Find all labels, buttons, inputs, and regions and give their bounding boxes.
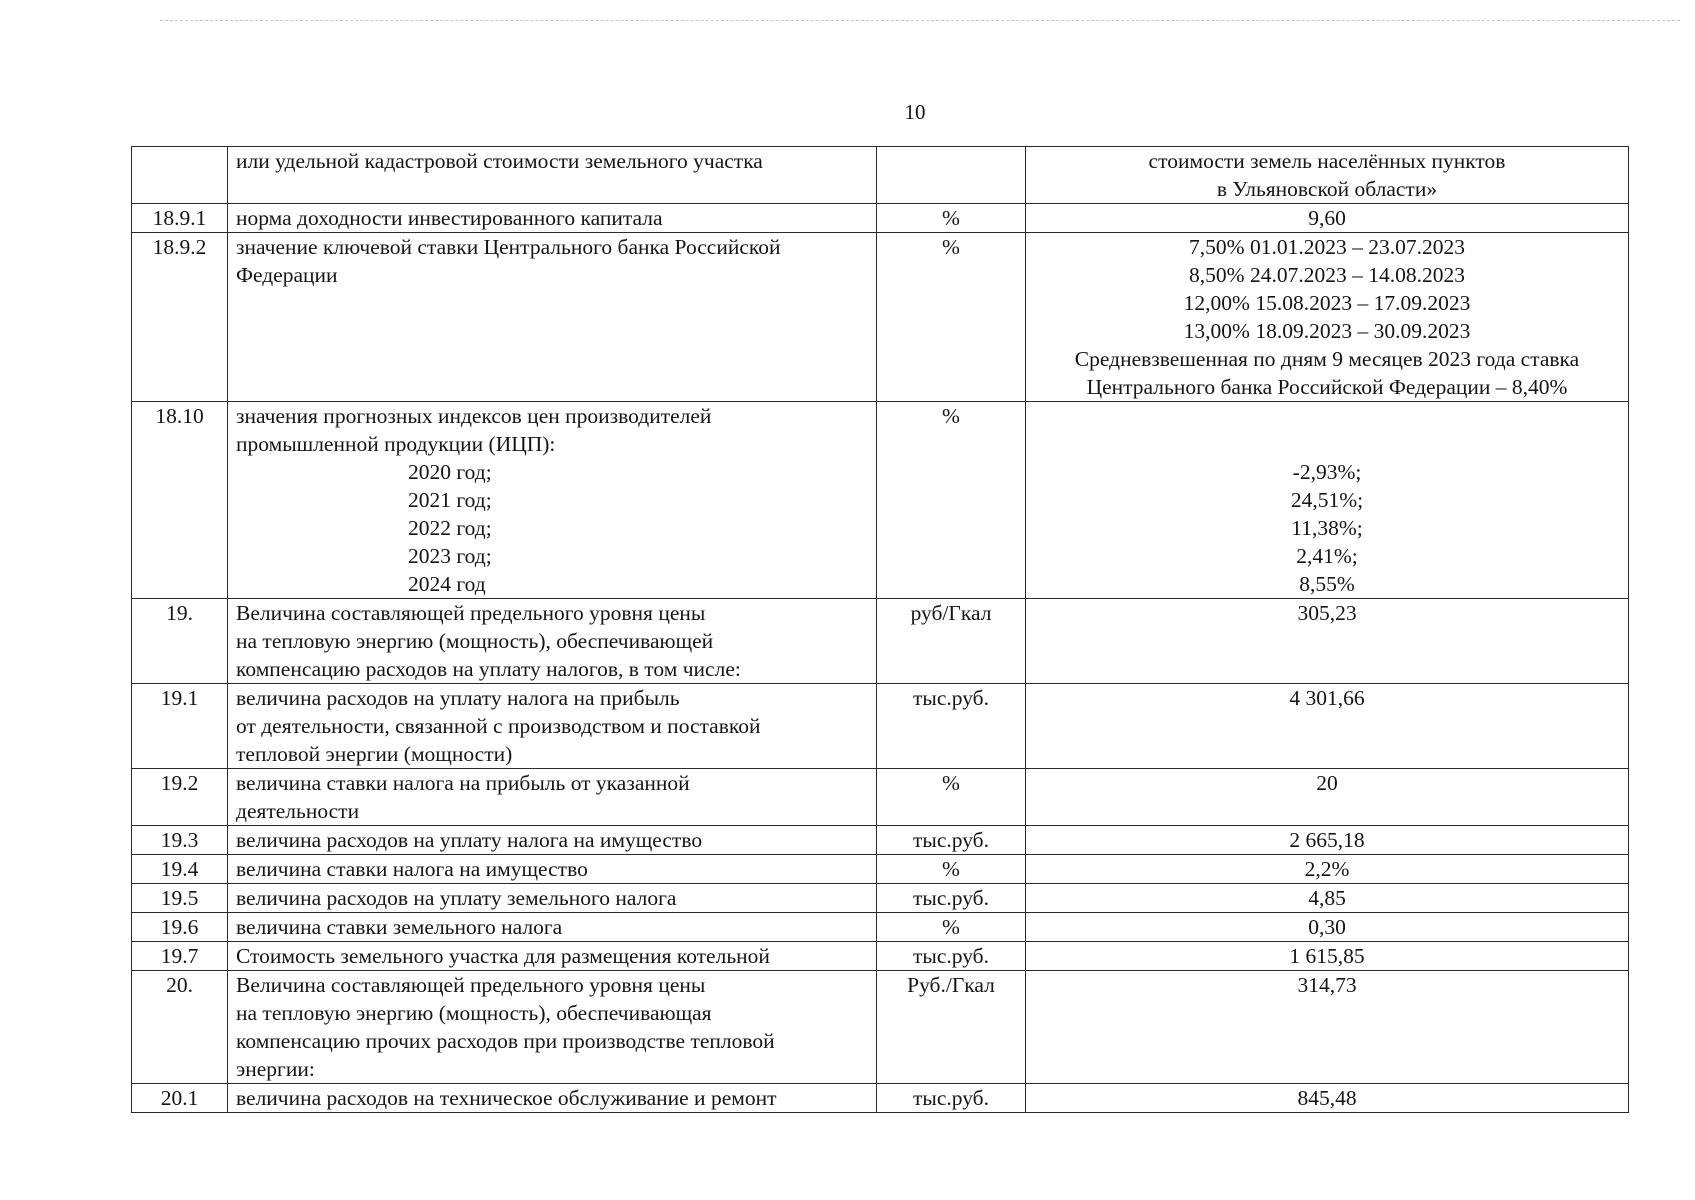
table-row (132, 971, 1629, 1084)
table-row (132, 599, 1629, 684)
table-row (132, 684, 1629, 769)
value-line: 8,55% (1299, 572, 1355, 596)
item-number-cell: 19.3 (132, 826, 228, 855)
value-line: -2,93%; (1292, 460, 1362, 484)
parameter-name-cell (228, 1084, 877, 1113)
parameter-name-cell (228, 147, 877, 204)
value-line: 4 301,66 (1289, 686, 1365, 710)
value-line: 13,00% 18.09.2023 – 30.09.2023 (1183, 319, 1471, 343)
parameter-name-line: величина расходов на уплату земельного налога (236, 886, 677, 910)
parameter-name-line: величина расходов на уплату налога на имущество (236, 828, 703, 852)
parameter-name-line: энергии: (236, 1057, 315, 1081)
value-line: 0,30 (1308, 915, 1346, 939)
unit-cell (877, 147, 1026, 204)
value-cell (1026, 147, 1629, 204)
unit-cell: руб/Гкал (877, 599, 1026, 684)
parameter-name-cell (228, 971, 877, 1084)
parameter-name-cell (228, 684, 877, 769)
value-line: Средневзвешенная по дням 9 месяцев 2023 года ставка (1074, 347, 1580, 371)
value-line: Центрального банка Российской Федерации – 8,40% (1086, 375, 1568, 399)
parameter-name-line: значения прогнозных индексов цен производителей (236, 404, 712, 428)
parameter-name-cell (228, 913, 877, 942)
unit-cell: Руб./Гкал (877, 971, 1026, 1084)
value-line: стоимости земель населённых пунктов (1148, 149, 1506, 173)
item-number-cell: 19.6 (132, 913, 228, 942)
parameter-name-line: компенсацию прочих расходов при производстве тепловой (236, 1029, 775, 1053)
item-number-cell: 19.7 (132, 942, 228, 971)
unit-cell: % (877, 204, 1026, 233)
parameter-name-cell (228, 855, 877, 884)
value-cell (1026, 1084, 1629, 1113)
parameter-name-line: Величина составляющей предельного уровня цены (236, 601, 706, 625)
value-cell (1026, 233, 1629, 402)
year-label: 2021 год; (408, 488, 492, 512)
unit-cell: % (877, 233, 1026, 402)
value-cell (1026, 684, 1629, 769)
tariff-parameters-table (131, 146, 1629, 1113)
value-cell (1026, 884, 1629, 913)
value-line: 1 615,85 (1289, 944, 1365, 968)
parameter-name-line: Федерации (236, 263, 338, 287)
value-line (1034, 430, 1620, 458)
item-number-cell: 18.10 (132, 402, 228, 599)
table-row (132, 1084, 1629, 1113)
unit-cell: тыс.руб. (877, 942, 1026, 971)
parameter-name-line: величина расходов на техническое обслуживание и ремонт (236, 1086, 777, 1110)
parameter-name-line: промышленной продукции (ИЦП): (236, 432, 556, 456)
parameter-name-line: деятельности (236, 799, 360, 823)
value-line: 7,50% 01.01.2023 – 23.07.2023 (1189, 235, 1465, 259)
value-line: 12,00% 15.08.2023 – 17.09.2023 (1183, 291, 1471, 315)
value-cell (1026, 599, 1629, 684)
table-row (132, 204, 1629, 233)
value-line: 9,60 (1308, 206, 1346, 230)
parameter-name-cell (228, 233, 877, 402)
value-line: 305,23 (1297, 601, 1357, 625)
value-cell (1026, 204, 1629, 233)
parameter-name-line: Стоимость земельного участка для размещения котельной (236, 944, 770, 968)
parameter-name-cell (228, 599, 877, 684)
table-row (132, 826, 1629, 855)
value-cell (1026, 855, 1629, 884)
year-label: 2023 год; (408, 544, 492, 568)
parameter-name-cell (228, 942, 877, 971)
parameter-name-line: на тепловую энергию (мощность), обеспечивающей (236, 629, 714, 653)
parameter-name-line: от деятельности, связанной с производством и поставкой (236, 714, 761, 738)
value-cell (1026, 402, 1629, 599)
value-cell (1026, 913, 1629, 942)
parameter-name-cell (228, 884, 877, 913)
parameter-name-line: величина расходов на уплату налога на прибыль (236, 686, 680, 710)
item-number-cell: 19.1 (132, 684, 228, 769)
parameter-name-line: значение ключевой ставки Центрального банка Российской (236, 235, 781, 259)
parameter-name-line: Величина составляющей предельного уровня цены (236, 973, 706, 997)
value-line: 4,85 (1308, 886, 1346, 910)
value-cell (1026, 942, 1629, 971)
parameter-name-line: тепловой энергии (мощности) (236, 742, 513, 766)
value-line: 11,38%; (1291, 516, 1363, 540)
parameter-name-cell (228, 769, 877, 826)
item-number-cell: 18.9.1 (132, 204, 228, 233)
table-row (132, 233, 1629, 402)
table-row (132, 913, 1629, 942)
value-line: 20 (1316, 771, 1338, 795)
unit-cell: % (877, 855, 1026, 884)
year-label: 2022 год; (408, 516, 492, 540)
item-number-cell: 19.5 (132, 884, 228, 913)
unit-cell: тыс.руб. (877, 826, 1026, 855)
table-row (132, 855, 1629, 884)
unit-cell: тыс.руб. (877, 1084, 1026, 1113)
item-number-cell: 19.4 (132, 855, 228, 884)
value-line: 845,48 (1297, 1086, 1357, 1110)
unit-cell: тыс.руб. (877, 884, 1026, 913)
parameter-name-line: или удельной кадастровой стоимости земельного участка (236, 149, 763, 173)
value-line: 8,50% 24.07.2023 – 14.08.2023 (1189, 263, 1465, 287)
value-line: 314,73 (1297, 973, 1357, 997)
parameter-name-line: величина ставки налога на имущество (236, 857, 588, 881)
value-cell (1026, 826, 1629, 855)
table-row (132, 147, 1629, 204)
value-line: 24,51%; (1290, 488, 1364, 512)
parameter-name-line: на тепловую энергию (мощность), обеспечивающая (236, 1001, 712, 1025)
parameter-name-line: норма доходности инвестированного капитала (236, 206, 663, 230)
value-line: 2 665,18 (1289, 828, 1365, 852)
table-row (132, 402, 1629, 599)
item-number-cell: 20.1 (132, 1084, 228, 1113)
parameter-name-cell (228, 826, 877, 855)
value-line: в Ульяновской области» (1216, 177, 1438, 201)
item-number-cell: 19.2 (132, 769, 228, 826)
unit-cell: % (877, 402, 1026, 599)
value-line (1034, 402, 1620, 430)
value-line: 2,41%; (1296, 544, 1358, 568)
item-number-cell: 20. (132, 971, 228, 1084)
unit-cell: % (877, 769, 1026, 826)
unit-cell: тыс.руб. (877, 684, 1026, 769)
item-number-cell (132, 147, 228, 204)
scan-edge-line (160, 20, 1680, 21)
year-label: 2024 год (408, 572, 486, 596)
value-cell (1026, 769, 1629, 826)
item-number-cell: 18.9.2 (132, 233, 228, 402)
unit-cell: % (877, 913, 1026, 942)
value-cell (1026, 971, 1629, 1084)
table-row (132, 942, 1629, 971)
value-line: 2,2% (1304, 857, 1350, 881)
year-label: 2020 год; (408, 460, 492, 484)
parameter-name-line: величина ставки земельного налога (236, 915, 563, 939)
table-row (132, 884, 1629, 913)
page-number: 10 (904, 100, 926, 124)
parameter-name-cell (228, 204, 877, 233)
parameter-name-line: величина ставки налога на прибыль от указанной (236, 771, 690, 795)
item-number-cell: 19. (132, 599, 228, 684)
parameter-name-line: компенсацию расходов на уплату налогов, в том числе: (236, 657, 741, 681)
table-row (132, 769, 1629, 826)
parameter-name-cell (228, 402, 877, 599)
